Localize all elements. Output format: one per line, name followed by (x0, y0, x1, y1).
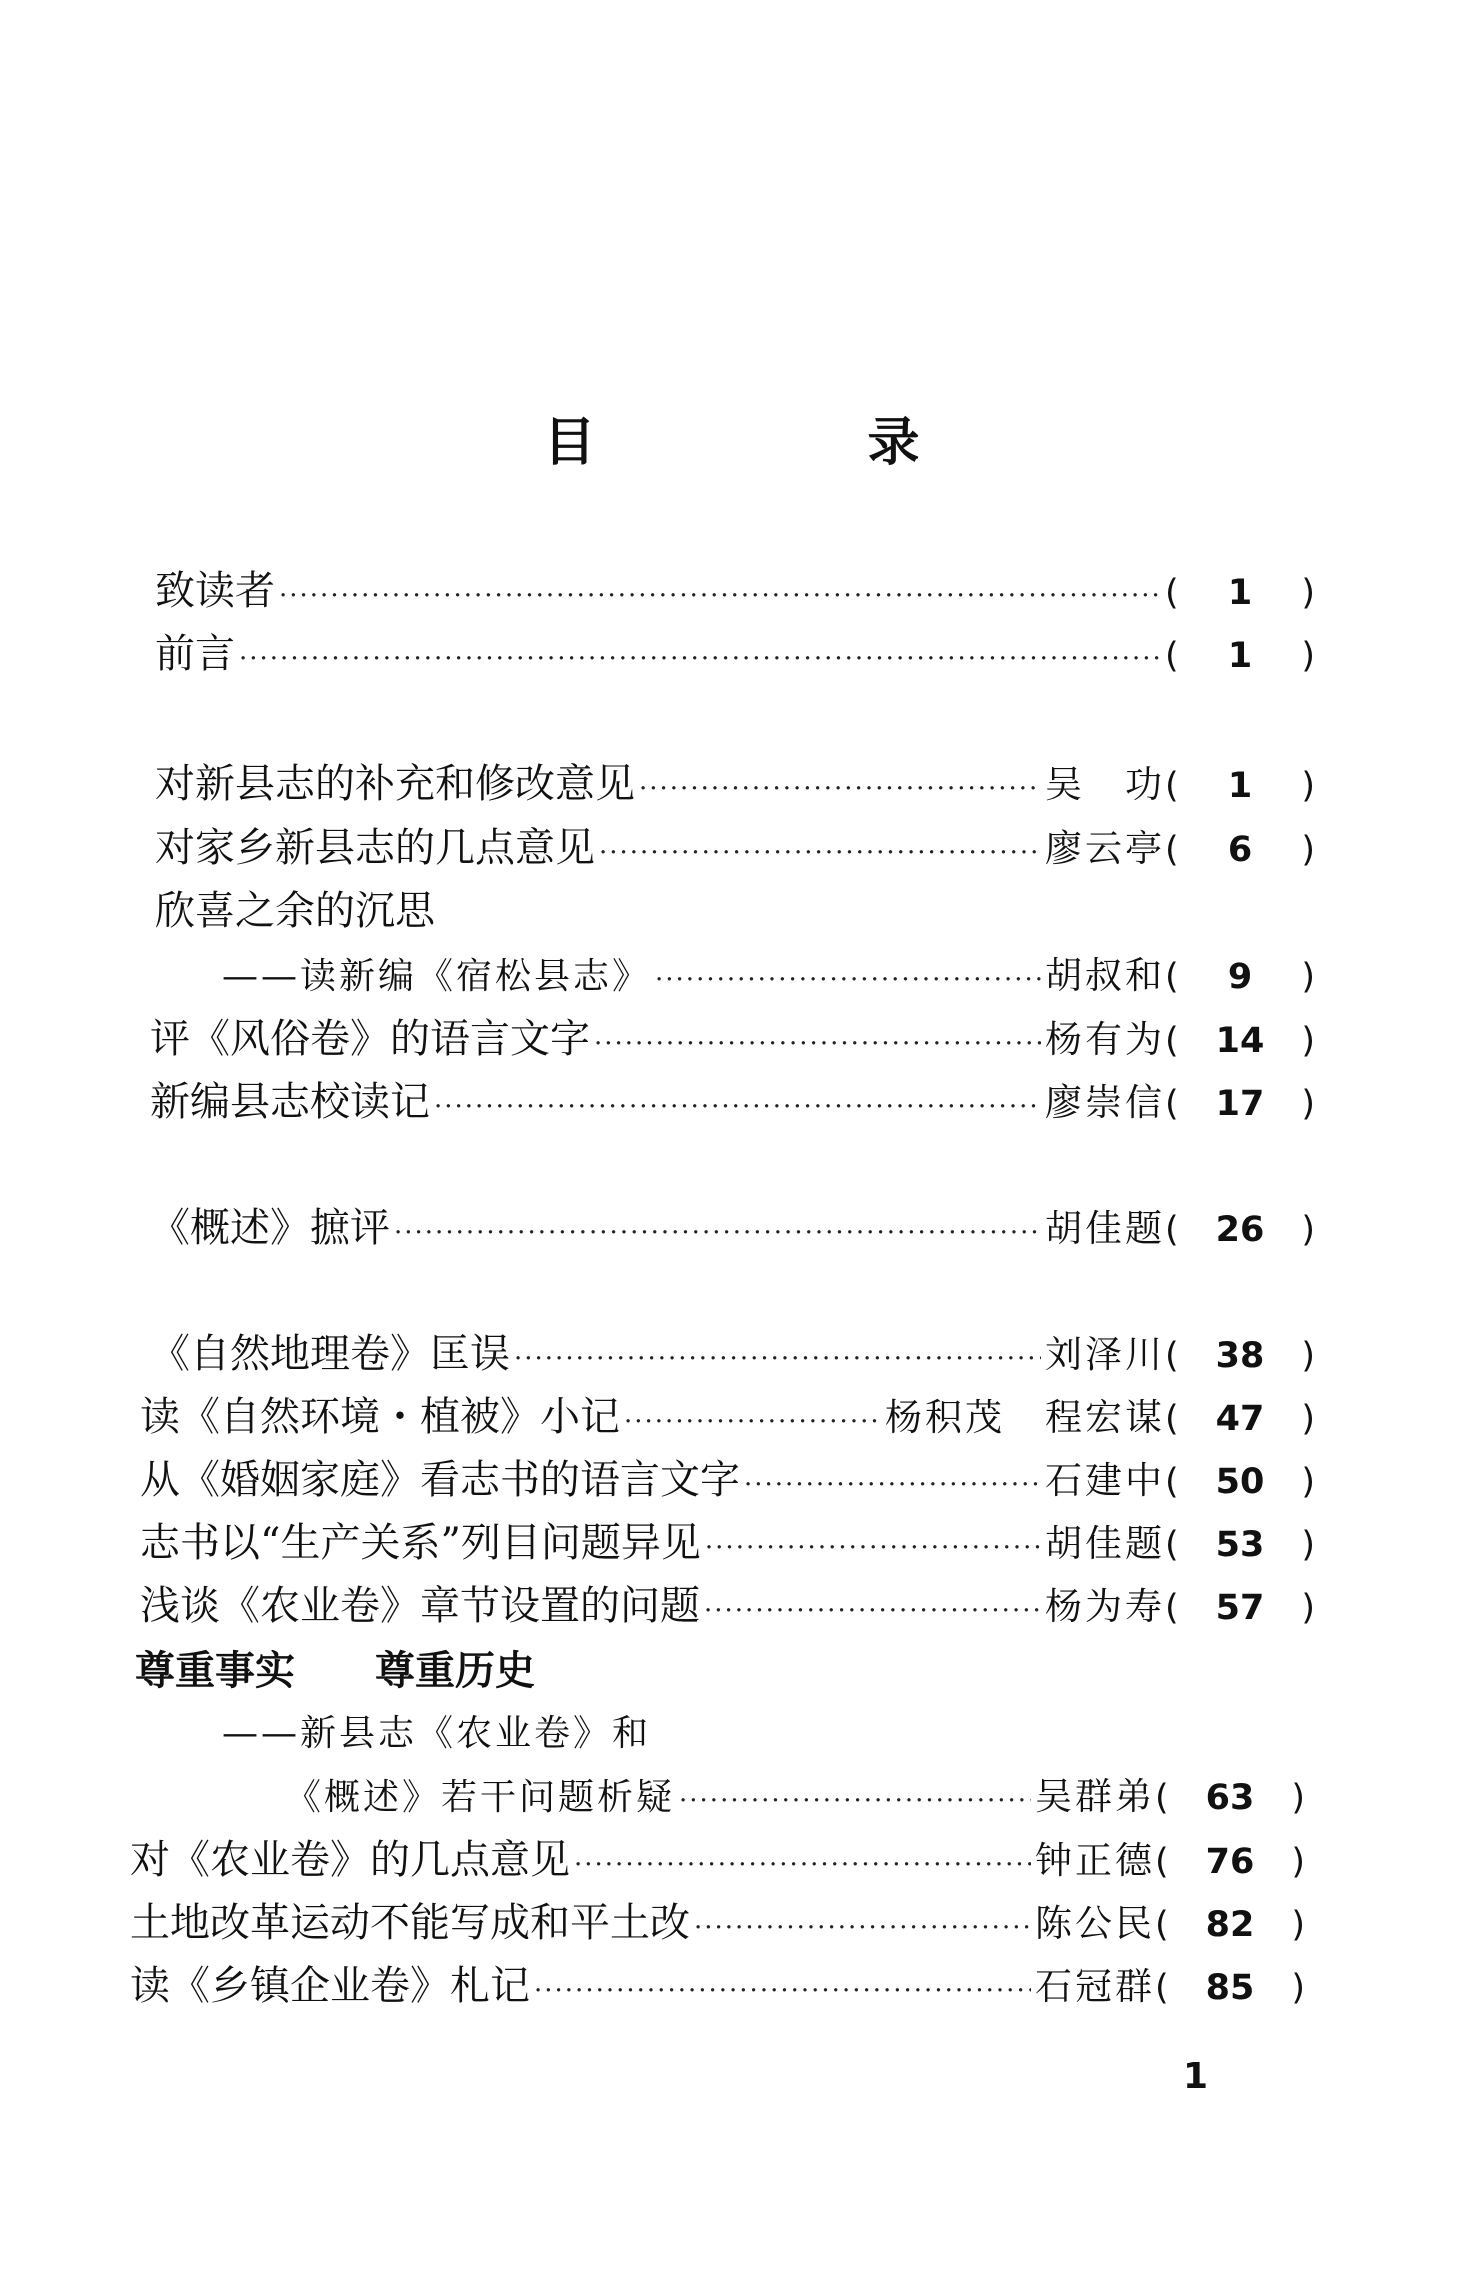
toc-page-number: ( 82 ) (1155, 1905, 1305, 1945)
toc-author: 吴 功 (1045, 763, 1165, 806)
toc-entry-title: 对新县志的补充和修改意见 (155, 761, 635, 807)
leader-dots (694, 1902, 1031, 1954)
toc-entry-title: 土地改革运动不能写成和平土改 (130, 1900, 690, 1946)
toc-author: 胡叔和 (1045, 954, 1165, 997)
leader-dots (599, 827, 1041, 879)
toc-entry[interactable] (285, 1771, 1305, 1823)
toc-entry-subtitle: ——新县志《农业卷》和 (222, 1713, 652, 1754)
toc-entry[interactable] (155, 822, 1315, 874)
page-title: 目 录 (543, 413, 1030, 473)
toc-entry[interactable] (130, 1960, 1305, 2012)
toc-author: 杨有为 (1045, 1018, 1165, 1061)
toc-entry-title: 读《乡镇企业卷》札记 (130, 1963, 530, 2009)
toc-entry-title: 致读者 (155, 568, 275, 614)
toc-entry[interactable] (155, 628, 1315, 680)
toc-page-number: ( 47 ) (1165, 1399, 1315, 1439)
leader-dots (239, 633, 1161, 685)
toc-author: 吴群弟 (1035, 1775, 1155, 1818)
toc-entry-title: 浅谈《农业卷》章节设置的问题 (140, 1583, 700, 1629)
toc-author: 杨积茂 程宏谋 (885, 1396, 1165, 1439)
toc-page-number: ( 17 ) (1165, 1084, 1315, 1124)
toc-page-number: ( 1 ) (1165, 636, 1315, 676)
toc-entry-title: 对《农业卷》的几点意见 (130, 1837, 570, 1883)
toc-entry-title: 评《风俗卷》的语言文字 (150, 1016, 590, 1062)
toc-entry-title: 读《自然环境・植被》小记 (140, 1394, 620, 1440)
leader-dots (744, 1459, 1041, 1511)
leader-dots (639, 763, 1041, 815)
leader-dots (705, 1522, 1041, 1574)
toc-entry[interactable] (140, 1580, 1315, 1632)
leader-dots (704, 1585, 1041, 1637)
leader-dots (574, 1839, 1031, 1891)
toc-page-number: ( 9 ) (1165, 957, 1315, 997)
toc-author: 胡佳题 (1045, 1207, 1165, 1250)
toc-page-number: ( 26 ) (1165, 1210, 1315, 1250)
toc-entry[interactable] (155, 758, 1315, 810)
toc-page-number: ( 76 ) (1155, 1842, 1305, 1882)
leader-dots (394, 1207, 1041, 1259)
toc-page-number: ( 63 ) (1155, 1778, 1305, 1818)
toc-page-number: ( 53 ) (1165, 1525, 1315, 1565)
toc-page-number: ( 38 ) (1165, 1336, 1315, 1376)
toc-entry[interactable] (130, 1834, 1305, 1886)
toc-page-number: ( 85 ) (1155, 1968, 1305, 2008)
toc-author: 陈公民 (1035, 1902, 1155, 1945)
toc-entry-title: 新编县志校读记 (150, 1079, 430, 1125)
toc-entry[interactable] (155, 565, 1315, 617)
toc-page-number: ( 1 ) (1165, 766, 1315, 806)
leader-dots (514, 1333, 1041, 1385)
toc-page-number: ( 14 ) (1165, 1021, 1315, 1061)
toc-entry[interactable] (150, 1076, 1315, 1128)
toc-entry-title[interactable]: 欣喜之余的沉思 (155, 888, 435, 934)
leader-dots (679, 1775, 1031, 1827)
leader-dots (279, 570, 1161, 622)
toc-entry[interactable] (150, 1202, 1315, 1254)
toc-entry-title[interactable]: 尊重事实 尊重历史 (135, 1647, 535, 1694)
toc-entry-title: 《自然地理卷》匡误 (150, 1331, 510, 1377)
toc-page-number: ( 6 ) (1165, 830, 1315, 870)
toc-entry[interactable] (150, 1328, 1315, 1380)
toc-entry[interactable] (140, 1391, 1315, 1443)
toc-entry[interactable] (140, 1454, 1315, 1506)
toc-author: 杨为寿 (1045, 1585, 1165, 1628)
footer-page-number: 1 (1183, 2056, 1209, 2097)
toc-author: 刘泽川 (1045, 1333, 1165, 1376)
toc-author: 石建中 (1045, 1459, 1165, 1502)
toc-author: 廖云亭 (1045, 827, 1165, 870)
toc-entry-title: 对家乡新县志的几点意见 (155, 825, 595, 871)
toc-entry[interactable] (222, 950, 1315, 1002)
toc-page-number: ( 50 ) (1165, 1462, 1315, 1502)
toc-page-number: ( 57 ) (1165, 1588, 1315, 1628)
toc-page-number: ( 1 ) (1165, 573, 1315, 613)
toc-entry[interactable] (140, 1517, 1315, 1569)
leader-dots (534, 1965, 1031, 2017)
toc-entry-title: 《概述》摭评 (150, 1205, 390, 1251)
toc-author: 胡佳题 (1045, 1522, 1165, 1565)
toc-entry-title: 前言 (155, 631, 235, 677)
leader-dots (434, 1081, 1041, 1133)
toc-entry-subtitle: 《概述》若干问题析疑 (285, 1777, 676, 1818)
leader-dots (594, 1018, 1041, 1070)
toc-entry-title: 从《婚姻家庭》看志书的语言文字 (140, 1457, 740, 1503)
toc-author: 石冠群 (1035, 1965, 1155, 2008)
leader-dots (624, 1396, 881, 1448)
toc-entry-subtitle: ——读新编《宿松县志》 (222, 956, 652, 997)
toc-entry[interactable] (150, 1013, 1315, 1065)
toc-entry[interactable] (130, 1897, 1305, 1949)
toc-author: 钟正德 (1035, 1839, 1155, 1882)
toc-entry-title: 志书以“生产关系”列目问题异见 (140, 1520, 701, 1566)
toc-author: 廖崇信 (1045, 1081, 1165, 1124)
leader-dots (655, 954, 1041, 1006)
